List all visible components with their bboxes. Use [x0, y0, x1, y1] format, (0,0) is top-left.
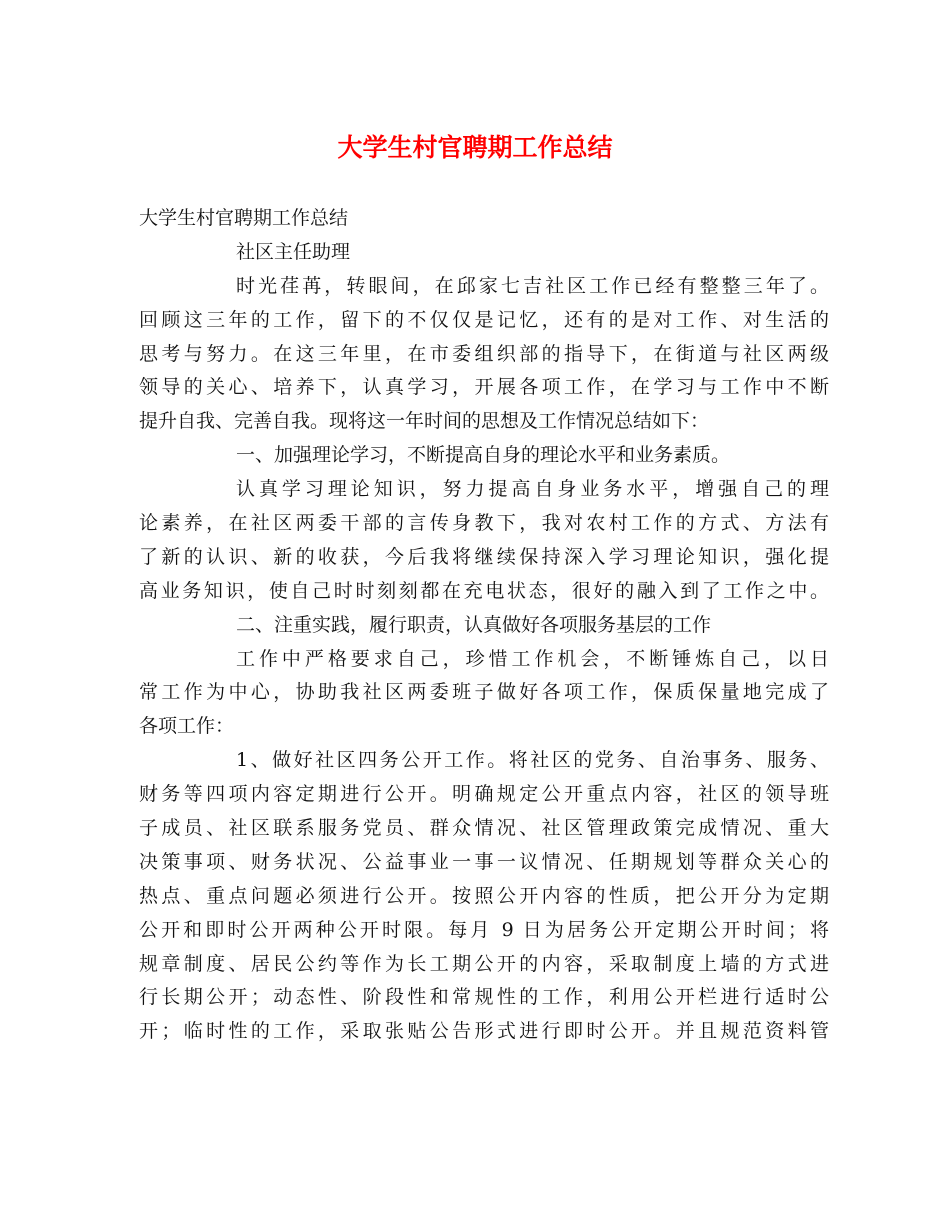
paragraph-line: 了新的认识、新的收获，今后我将继续保持深入学习理论知识，强化提	[139, 545, 829, 568]
paragraph-line: 热点、重点问题必须进行公开。按照公开内容的性质，把公开分为定期	[139, 884, 829, 907]
paragraph-line: 各项工作：	[139, 715, 235, 738]
paragraph-line: 一、加强理论学习，不断提高自身的理论水平和业务素质。	[236, 444, 731, 467]
paragraph-line: 财务等四项内容定期进行公开。明确规定公开重点内容，社区的领导班	[139, 783, 829, 806]
paragraph-line: 思考与努力。在这三年里，在市委组织部的指导下，在街道与社区两级	[139, 342, 829, 365]
paragraph-line: 工作中严格要求自己，珍惜工作机会，不断锤炼自己，以日	[236, 647, 829, 670]
paragraph-line: 二、注重实践，履行职责，认真做好各项服务基层的工作	[236, 613, 712, 636]
paragraph-line: 决策事项、财务状况、公益事业一事一议情况、任期规划等群众关心的	[139, 850, 829, 873]
paragraph-line: 论素养，在社区两委干部的言传身教下，我对农村工作的方式、方法有	[139, 512, 829, 535]
document-title: 大学生村官聘期工作总结	[337, 133, 613, 162]
paragraph-line: 常工作为中心，协助我社区两委班子做好各项工作，保质保量地完成了	[139, 681, 829, 704]
paragraph-line: 认真学习理论知识，努力提高自身业务水平，增强自己的理	[236, 478, 829, 501]
paragraph-line: 行长期公开；动态性、阶段性和常规性的工作，利用公开栏进行适时公	[139, 986, 829, 1009]
paragraph-line: 高业务知识，使自己时时刻刻都在充电状态，很好的融入到了工作之中。	[139, 579, 829, 602]
paragraph-line: 子成员、社区联系服务党员、群众情况、社区管理政策完成情况、重大	[139, 817, 829, 840]
paragraph-line: 领导的关心、培养下，认真学习，开展各项工作，在学习与工作中不断	[139, 376, 829, 399]
paragraph-line: 回顾这三年的工作，留下的不仅仅是记忆，还有的是对工作、对生活的	[139, 308, 829, 331]
paragraph-line: 大学生村官聘期工作总结	[139, 207, 349, 229]
document-body	[139, 202, 829, 1049]
paragraph-line: 规章制度、居民公约等作为长工期公开的内容，采取制度上墙的方式进	[139, 952, 829, 975]
paragraph-line: 公开和即时公开两种公开时限。每月 9 日为居务公开定期公开时间；将	[139, 918, 829, 941]
paragraph-line: 开；临时性的工作，采取张贴公告形式进行即时公开。并且规范资料管	[139, 1020, 829, 1043]
paragraph-line: 1、做好社区四务公开工作。将社区的党务、自治事务、服务、	[236, 749, 829, 772]
paragraph-line: 时光荏苒，转眼间，在邱家七吉社区工作已经有整整三年了。	[236, 274, 829, 297]
paragraph-line: 提升自我、完善自我。现将这一年时间的思想及工作情况总结如下：	[139, 410, 710, 433]
paragraph-line: 社区主任助理	[236, 240, 351, 263]
